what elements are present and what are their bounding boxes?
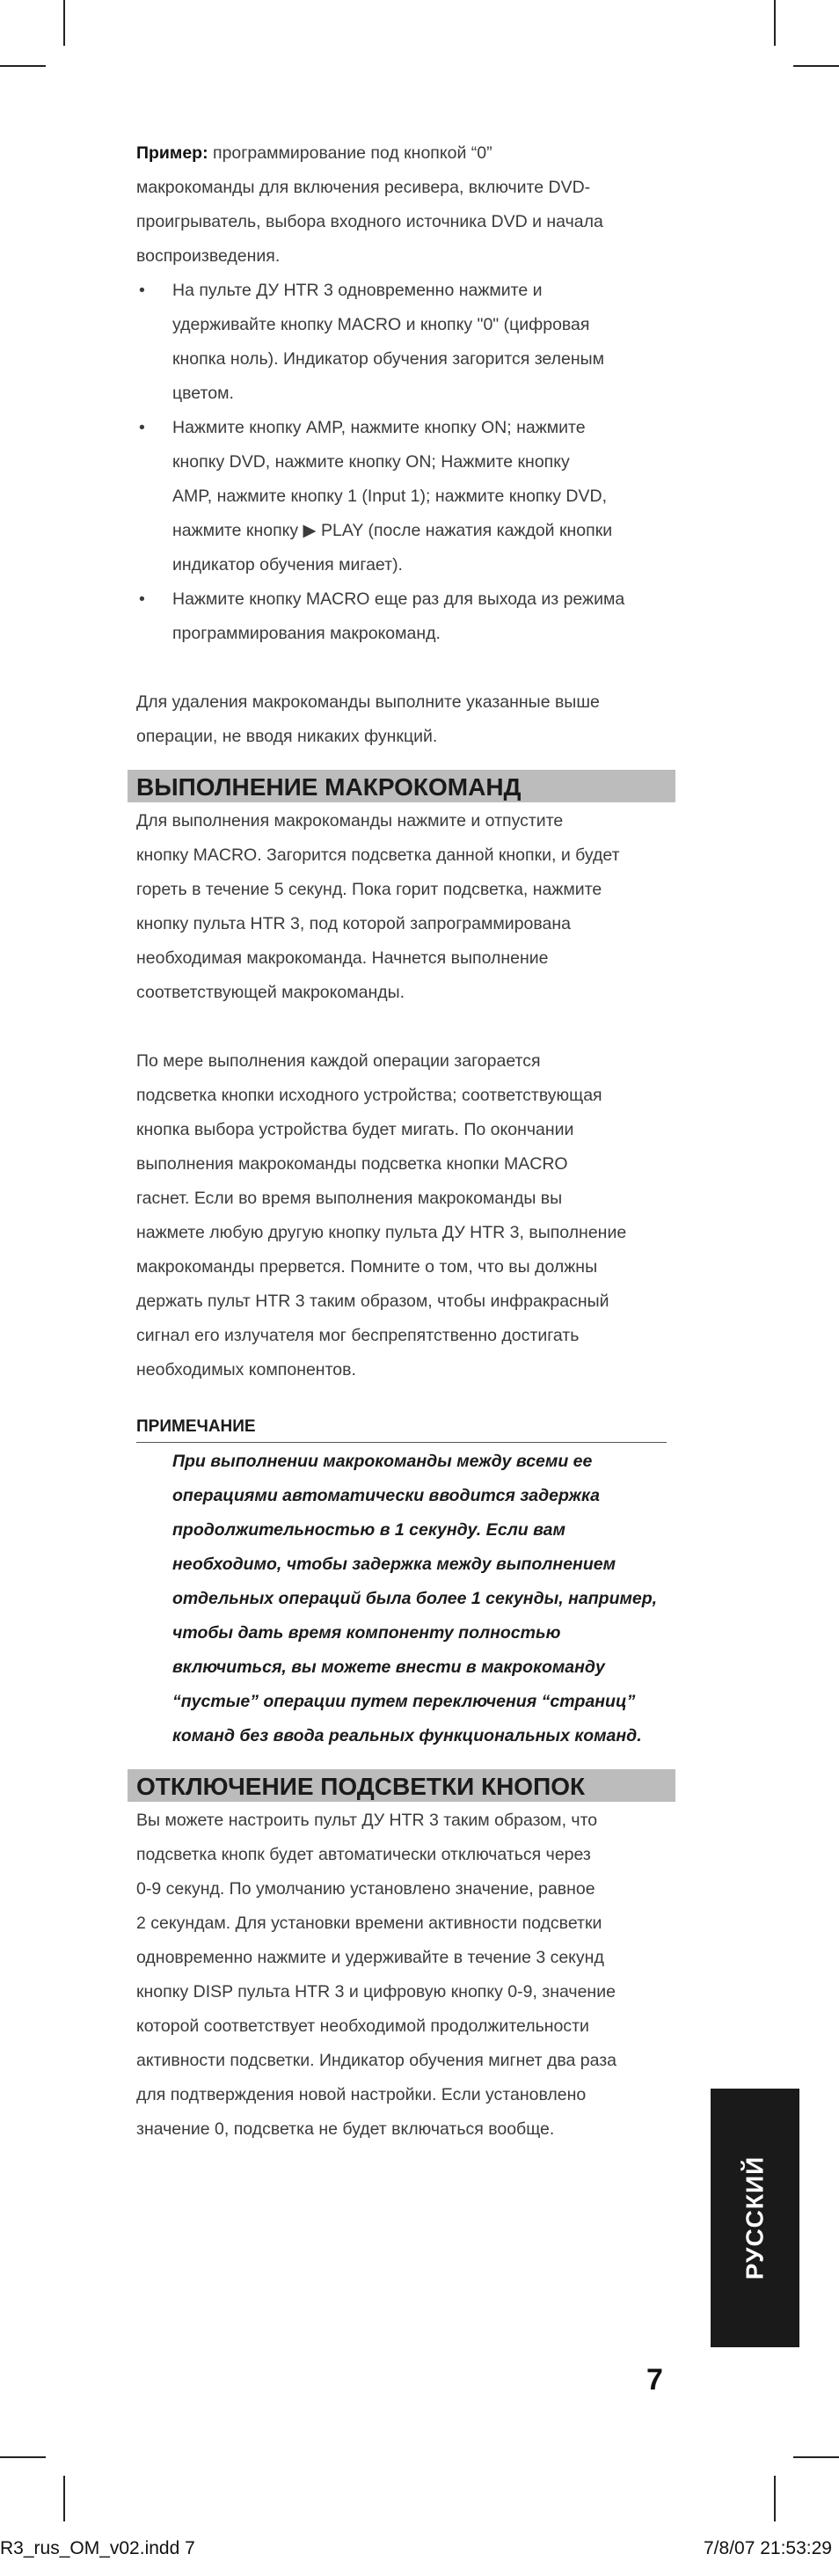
crop-mark-top-left bbox=[63, 0, 65, 46]
note-divider bbox=[136, 1442, 667, 1443]
backlight-paragraph: Вы можете настроить пульт ДУ HTR 3 таким образом, что подсветка кнопк будет автоматически отключаться через 0-9 секунд. По умолчанию установлено значение, равное 2 секундам. Для установки времени активности подсветки одновременно нажмите и удерживайте в течение 3 секунд кнопку DISP пульта HTR 3 и цифровую кнопку 0-9, значение которой соответствует необходимой продолжительности активности подсветки. Индикатор обучения мигнет два раза для подтверждения новой настройки. Если установлено значение 0, подсветка не будет включаться вообще. bbox=[136, 1811, 617, 2139]
crop-mark-top-left-h bbox=[0, 65, 46, 67]
language-tab-label: РУССКИЙ bbox=[741, 2155, 769, 2280]
list-item: • На пульте ДУ HTR 3 одновременно нажмите и удерживайте кнопку MACRO и кнопку "0" (цифровая кнопка ноль). Индикатор обучения загорится зеленым цветом. bbox=[136, 274, 667, 411]
crop-mark-bottom-left bbox=[63, 2476, 65, 2521]
section-heading-run-macro: ВЫПОЛНЕНИЕ МАКРОКОМАНД bbox=[128, 770, 675, 802]
example-line-0: Пример: программирование под кнопкой “0” bbox=[136, 143, 492, 163]
crop-mark-bottom-left-h bbox=[0, 2456, 46, 2458]
example-line-3: воспроизведения. bbox=[136, 246, 281, 266]
example-line-1: макрокоманды для включения ресивера, включите DVD- bbox=[136, 178, 591, 197]
language-tab bbox=[711, 2089, 799, 2347]
list-item: • Нажмите кнопку AMP, нажмите кнопку ON; нажмите кнопку DVD, нажмите кнопку ON; Нажмите кнопку AMP, нажмите кнопку 1 (Input 1); нажмите кнопку DVD, нажмите кнопку ▶ PLAY (после нажатия каждой кнопки индикатор обучения мигает). bbox=[136, 411, 667, 582]
page-number: 7 bbox=[646, 2363, 663, 2397]
example-line-2: проигрыватель, выбора входного источника DVD и начала bbox=[136, 212, 603, 231]
list-item: • Нажмите кнопку MACRO еще раз для выхода из режима программирования макрокоманд. bbox=[136, 582, 667, 651]
note-body: При выполнении макрокоманды между всеми ее операциями автоматически вводится задержка продолжительностью в 1 секунду. Если вам необходимо, чтобы задержка между выполнением отдельных операций была более 1 секунды, например, чтобы дать время компоненту полностью включиться, вы можете внести в макрокоманду “пустые” операции путем переключения “страниц” команд без ввода реальных функциональных команд. bbox=[172, 1452, 658, 1745]
steps-list bbox=[136, 274, 667, 651]
crop-mark-top-right bbox=[774, 0, 776, 46]
note-title: ПРИМЕЧАНИЕ bbox=[136, 1417, 256, 1436]
page-content bbox=[136, 136, 667, 2147]
footer-timestamp: 7/8/07 21:53:29 bbox=[704, 2538, 832, 2558]
footer-filename: R3_rus_OM_v02.indd 7 bbox=[0, 2538, 195, 2558]
bullet-icon: • bbox=[139, 589, 145, 609]
bullet-icon: • bbox=[139, 281, 145, 300]
crop-mark-bottom-right-h bbox=[793, 2456, 839, 2458]
run-macro-paragraph-1: Для выполнения макрокоманды нажмите и отпустите кнопку MACRO. Загорится подсветка данной кнопки, и будет гореть в течение 5 секунд. Пока горит подсветка, нажмите кнопку пульта HTR 3, под которой запрограммирована необходимая макрокоманда. Начнется выполнение соответствующей макрокоманды. bbox=[136, 811, 620, 1002]
run-macro-paragraph-2: По мере выполнения каждой операции загорается подсветка кнопки исходного устройства; соответствующая кнопка выбора устройства будет мигать. По окончании выполнения макрокоманды подсветка кнопки MACRO гаснет. Если во время выполнения макрокоманды вы нажмете любую другую кнопку пульта ДУ HTR 3, выполнение макрокоманды прервется. Помните о том, что вы должны держать пульт HTR 3 таким образом, чтобы инфракрасный сигнал его излучателя мог беспрепятственно достигать необходимых компонентов. bbox=[136, 1051, 627, 1379]
example-lead: Пример: bbox=[136, 143, 208, 163]
example-paragraph bbox=[136, 136, 667, 274]
crop-mark-bottom-right bbox=[774, 2476, 776, 2521]
delete-paragraph: Для удаления макрокоманды выполните указанные выше операции, не вводя никаких функций. bbox=[136, 692, 600, 746]
bullet-icon: • bbox=[139, 418, 145, 437]
section-heading-backlight: ОТКЛЮЧЕНИЕ ПОДСВЕТКИ КНОПОК bbox=[128, 1769, 675, 1802]
crop-mark-top-right-h bbox=[793, 65, 839, 67]
